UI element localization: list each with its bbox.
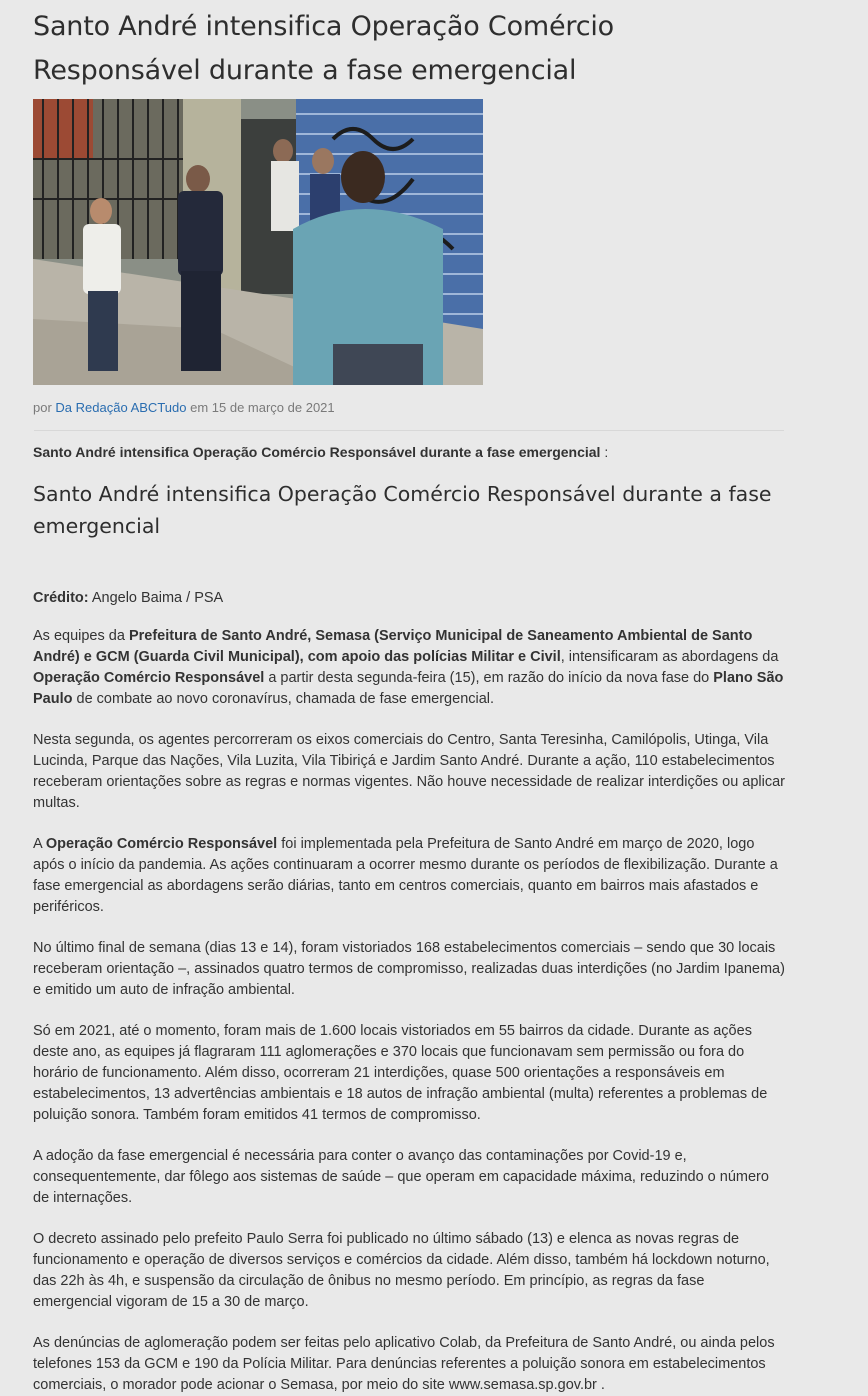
paragraph-7: O decreto assinado pelo prefeito Paulo Serra foi publicado no último sábado (13) e elenca as novas regras de funcionamento e operação de diversos serviços e comércios da cidade. Além disso, também há lockdown noturno, das 22h às 4h, e suspensão da circulação de ônibus no mesmo período. Em princípio, as regras da fase emergencial vigoram de 15 a 30 de março.: [33, 1231, 770, 1310]
p1-bold-f: Plano São Paulo: [33, 670, 784, 707]
p1-bold-d: Operação Comércio Responsável: [33, 670, 265, 686]
lead-text: Santo André intensifica Operação Comércio Responsável durante a fase emergencial: [33, 444, 601, 460]
article-photo: [33, 99, 483, 385]
lead-summary: [33, 444, 785, 460]
byline: [33, 400, 785, 418]
photo-credit: [33, 590, 785, 606]
p1-text-c: , intensificaram as abordagens da: [560, 649, 779, 665]
divider: [34, 430, 784, 431]
byline-date: em 15 de março de 2021: [190, 400, 335, 415]
p1-text-g: de combate ao novo coronavírus, chamada de fase emergencial.: [72, 691, 495, 707]
credit-value: Angelo Baima / PSA: [91, 590, 224, 606]
byline-prefix: por: [33, 400, 52, 415]
p1-text-e: a partir desta segunda-feira (15), em razão do início da nova fase do: [264, 670, 714, 686]
credit-label: Crédito:: [33, 590, 89, 606]
article-subtitle: Santo André intensifica Operação Comércio Responsável durante a fase emergencial: [33, 482, 772, 538]
paragraph-3: [33, 834, 785, 918]
paragraph-5: Só em 2021, até o momento, foram mais de 1.600 locais vistoriados em 55 bairros da cidade. Durante as ações deste ano, as equipes já flagraram 111 aglomerações e 370 locais que funcionavam sem permissão ou fora do horário de funcionamento. Além disso, ocorreram 21 interdições, quase 500 orientações a responsáveis em estabelecimentos, 13 advertências ambientais e 18 autos de infração ambiental (multa) referentes a problemas de poluição sonora. Também foram emitidos 41 termos de compromisso.: [33, 1023, 768, 1123]
paragraph-1: [33, 626, 785, 710]
p3-text-a: A: [33, 836, 46, 852]
p1-bold-b: Prefeitura de Santo André, Semasa (Serviço Municipal de Saneamento Ambiental de Santo André) e GCM (Guarda Civil Municipal), com apoio das polícias Militar e Civil: [33, 628, 753, 665]
lead-colon: :: [604, 444, 609, 460]
p3-text-c: foi implementada pela Prefeitura de Santo André em março de 2020, logo após o início da pandemia. As ações continuaram a ocorrer mesmo durante os períodos de flexibilização. Durante a fase emergencial as abordagens serão diárias, tanto em centros comerciais, quanto em bairros mais afastados e periféricos.: [33, 836, 778, 915]
paragraph-8: As denúncias de aglomeração podem ser feitas pelo aplicativo Colab, da Prefeitura de Santo André, ou ainda pelos telefones 153 da GCM e 190 da Polícia Militar. Para denúncias referentes a poluição sonora em estabelecimentos comerciais, o morador pode acionar o Semasa, por meio do site www.semasa.sp.gov.br .: [33, 1335, 775, 1393]
author-link[interactable]: Da Redação ABCTudo: [55, 400, 187, 415]
p1-text-a: As equipes da: [33, 628, 129, 644]
paragraph-4: No último final de semana (dias 13 e 14), foram vistoriados 168 estabelecimentos comerciais – sendo que 30 locais receberam orientação –, assinados quatro termos de compromisso, realizadas duas interdições (no Jardim Ipanema) e emitido um auto de infração ambiental.: [33, 940, 785, 998]
p3-bold-b: Operação Comércio Responsável: [45, 836, 278, 852]
article-title: Santo André intensifica Operação Comércio Responsável durante a fase emergencial: [33, 11, 614, 86]
paragraph-2: Nesta segunda, os agentes percorreram os eixos comerciais do Centro, Santa Teresinha, Camilópolis, Utinga, Vila Lucinda, Parque das Nações, Vila Luzita, Vila Tibiriçá e Jardim Santo André. Durante a ação, 110 estabelecimentos receberam orientações sobre as regras e normas vigentes. Não houve necessidade de realizar interdições ou aplicar multas.: [33, 732, 785, 811]
paragraph-6: A adoção da fase emergencial é necessária para conter o avanço das contaminações por Covid-19 e, consequentemente, dar fôlego aos sistemas de saúde – que operam em capacidade máxima, reduzindo o número de internações.: [33, 1148, 769, 1206]
